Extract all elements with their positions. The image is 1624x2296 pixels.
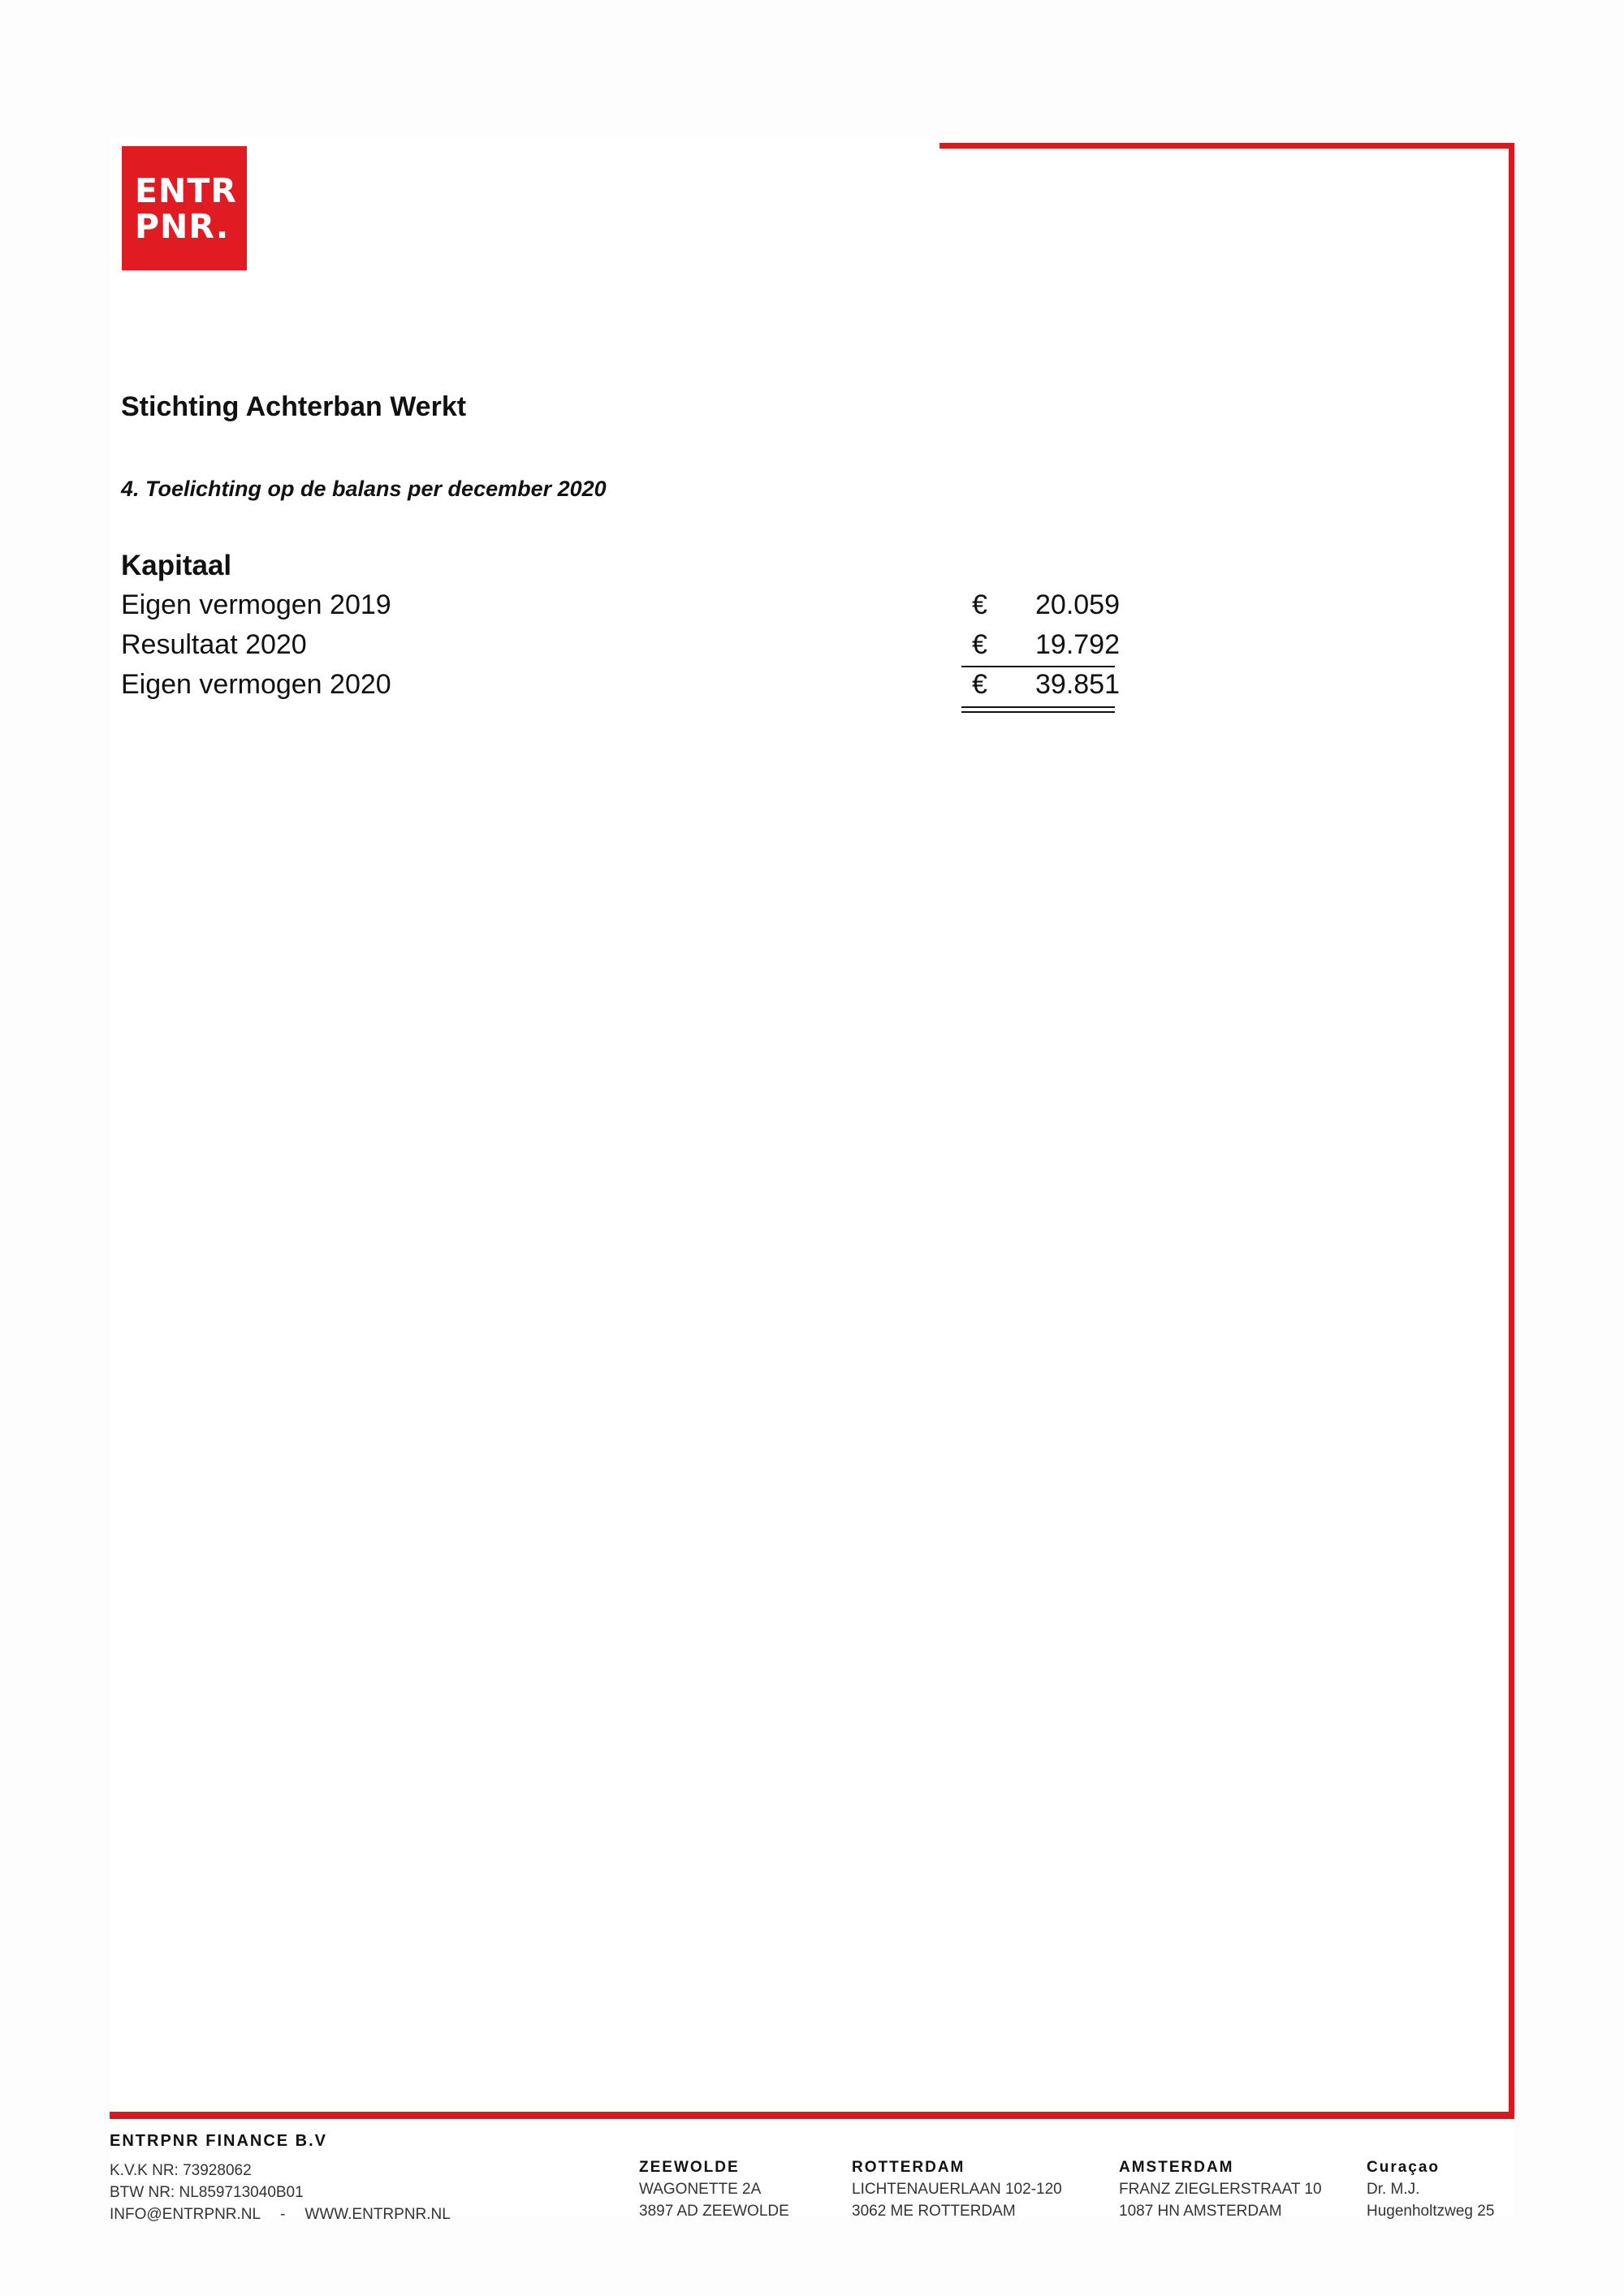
- row-label: Eigen vermogen 2020: [121, 669, 391, 700]
- footer-btw: BTW NR: NL859713040B01: [110, 2184, 304, 2201]
- office-city: ZEEWOLDE: [639, 2159, 740, 2176]
- currency-symbol: €: [972, 669, 987, 700]
- row-label: Resultaat 2020: [121, 629, 307, 660]
- office-address-line-2: Hugenholtzweg 25: [1367, 2203, 1495, 2220]
- footer-website-link[interactable]: WWW.ENTRPNR.NL: [304, 2206, 451, 2223]
- footer-kvk: K.V.K NR: 73928062: [110, 2162, 252, 2179]
- row-amount: 20.059: [1035, 589, 1120, 620]
- logo-line-2: PNR.: [135, 206, 230, 246]
- total-double-underline-bottom: [961, 711, 1115, 713]
- office-address-line-1: Dr. M.J.: [1367, 2181, 1420, 2198]
- row-amount: 19.792: [1035, 629, 1120, 660]
- sum-underline: [961, 666, 1115, 667]
- office-address-line-1: FRANZ ZIEGLERSTRAAT 10: [1119, 2181, 1322, 2198]
- frame-top-border: [939, 143, 1514, 149]
- office-city: ROTTERDAM: [852, 2159, 965, 2176]
- footer-company-details: [110, 2160, 451, 2225]
- office-city: AMSTERDAM: [1119, 2159, 1234, 2176]
- row-label: Eigen vermogen 2019: [121, 589, 391, 620]
- capital-heading: Kapitaal: [121, 550, 232, 581]
- frame-bottom-border: [110, 2112, 1514, 2119]
- office-address-line-2: 3062 ME ROTTERDAM: [852, 2203, 1016, 2220]
- office-address-line-2: 3897 AD ZEEWOLDE: [639, 2203, 789, 2220]
- footer-separator: -: [280, 2206, 286, 2223]
- footer-office-zeewolde: [639, 2156, 789, 2222]
- currency-symbol: €: [972, 589, 987, 620]
- currency-symbol: €: [972, 629, 987, 660]
- office-city: Curaçao: [1367, 2159, 1440, 2176]
- balance-row-result-2020: [121, 629, 1120, 665]
- page-sheet: [110, 138, 1514, 2216]
- balance-row-equity-2019: [121, 589, 1120, 625]
- row-amount: 39.851: [1035, 669, 1120, 700]
- logo-line-1: ENTR: [135, 170, 237, 210]
- total-double-underline-top: [961, 706, 1115, 708]
- footer-company-name: ENTRPNR FINANCE B.V: [110, 2132, 328, 2150]
- office-address-line-1: LICHTENAUERLAAN 102-120: [852, 2181, 1062, 2198]
- footer-office-amsterdam: [1119, 2156, 1322, 2222]
- organization-title: Stichting Achterban Werkt: [121, 391, 467, 422]
- office-address-line-1: WAGONETTE 2A: [639, 2181, 762, 2198]
- office-address-line-2: 1087 HN AMSTERDAM: [1119, 2203, 1282, 2220]
- footer-contact: [110, 2203, 451, 2225]
- entrpnr-logo: [122, 146, 247, 270]
- frame-right-border: [1509, 143, 1514, 2119]
- footer-email-link[interactable]: INFO@ENTRPNR.NL: [110, 2206, 261, 2223]
- balance-row-equity-2020: [121, 669, 1120, 705]
- footer-office-rotterdam: [852, 2156, 1062, 2222]
- section-heading: 4. Toelichting op de balans per december 2020: [121, 477, 607, 501]
- footer-office-curacao: [1367, 2156, 1494, 2222]
